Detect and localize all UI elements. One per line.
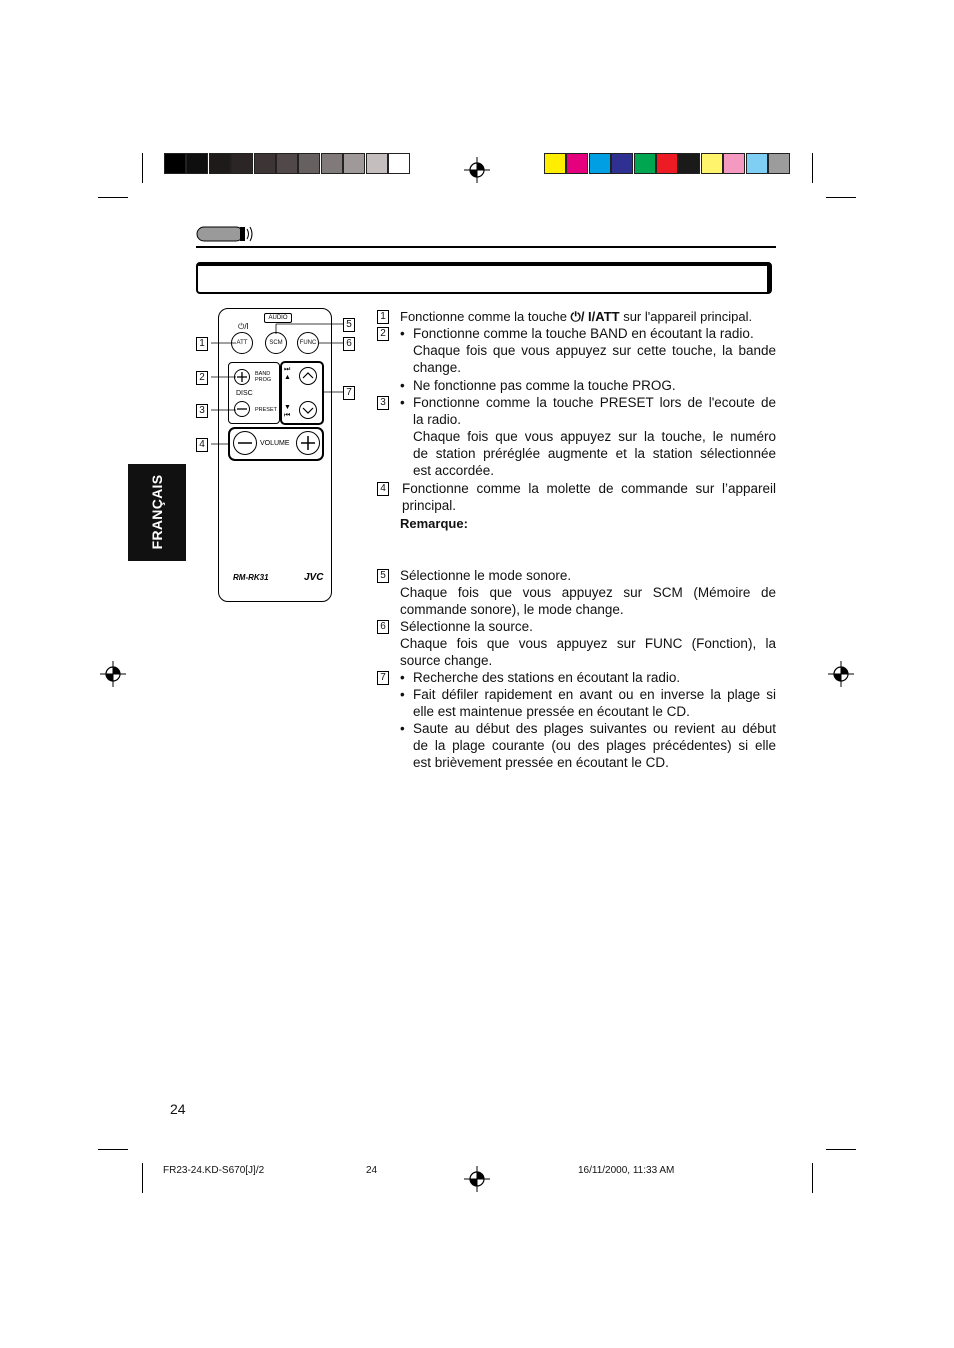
bullet: • — [400, 378, 405, 393]
bullet: • — [400, 721, 405, 736]
item-number: 1 — [377, 310, 389, 324]
page-number: 24 — [170, 1101, 186, 1117]
item-2-line: Chaque fois que vous appuyez sur cette touche, la bande — [413, 343, 776, 358]
callout-marker-1: 1 — [196, 337, 208, 351]
section-title-box — [196, 262, 772, 294]
item-3-line: la radio. — [413, 412, 462, 427]
item-4-line: principal. — [402, 498, 457, 513]
item-number: 6 — [377, 620, 389, 634]
registration-mark-icon — [100, 661, 126, 687]
color-swatch — [388, 153, 410, 174]
item-5-line: commande sonore), le mode change. — [400, 602, 624, 617]
bullet: • — [400, 670, 405, 685]
callout-lines — [200, 310, 360, 460]
footer-datetime: 16/11/2000, 11:33 AM — [578, 1165, 675, 1176]
crop-mark — [812, 153, 813, 183]
jvc-logo: JVC — [304, 572, 324, 583]
color-swatch — [634, 153, 656, 174]
callout-marker-7: 7 — [343, 386, 355, 400]
item-number: 2 — [377, 327, 389, 341]
item-7-line: elle est maintenue pressée en écoutant le CD. — [413, 704, 690, 719]
color-swatch — [231, 153, 253, 174]
item-6-line: Sélectionne la source. — [400, 619, 533, 634]
color-swatch — [678, 153, 700, 174]
callout-marker-2: 2 — [196, 371, 208, 385]
item-5-line: Sélectionne le mode sonore. — [400, 568, 572, 583]
crop-mark — [812, 1163, 813, 1193]
att-button-label: ATT — [236, 340, 248, 346]
color-swatch — [298, 153, 320, 174]
prev-track-label: ▼⏮ — [284, 404, 291, 419]
color-swatch — [768, 153, 790, 174]
footer-filename: FR23-24.KD-S670[J]/2 — [163, 1165, 265, 1176]
item-3-line: Fonctionne comme la touche PRESET lors de l'ecoute de — [413, 395, 776, 410]
item-4-line: Fonctionne comme la molette de commande sur l’appareil — [402, 481, 776, 496]
color-swatch — [209, 153, 231, 174]
color-swatch — [186, 153, 208, 174]
color-swatch — [589, 153, 611, 174]
item-3-line: est accordée. — [413, 463, 495, 478]
item-7-line: est brièvement pressée en écoutant le CD. — [413, 755, 669, 770]
color-swatch — [566, 153, 588, 174]
item-6-line: source change. — [400, 653, 493, 668]
crop-mark — [142, 1163, 143, 1193]
crop-mark — [142, 153, 143, 183]
item-2-line: Fonctionne comme la touche BAND en écoutant la radio. — [413, 326, 754, 341]
color-swatch — [656, 153, 678, 174]
registration-mark-icon — [828, 661, 854, 687]
prog-label: PROG — [255, 377, 272, 383]
disc-label: DISC — [236, 390, 253, 397]
registration-mark-icon — [464, 1166, 490, 1192]
callout-marker-4: 4 — [196, 438, 208, 452]
color-swatch — [276, 153, 298, 174]
item-2-line: change. — [413, 360, 462, 375]
item-number: 5 — [377, 569, 389, 583]
callout-marker-5: 5 — [343, 318, 355, 332]
func-button-label: FUNC — [299, 340, 317, 346]
item-number: 3 — [377, 396, 389, 410]
item-7-line: Saute au début des plages suivantes ou revient au début — [413, 721, 776, 736]
bullet: • — [400, 326, 405, 341]
note-heading: Remarque: — [400, 516, 468, 531]
audio-label: AUDIO — [264, 313, 292, 323]
item-3-line: Chaque fois que vous appuyez sur la touche, le numéro — [413, 429, 776, 444]
header-rule — [196, 246, 776, 248]
color-swatch — [366, 153, 388, 174]
language-tab — [128, 464, 186, 561]
color-swatch — [544, 153, 566, 174]
band-label: BAND — [255, 371, 271, 377]
color-swatch — [254, 153, 276, 174]
model-label: RM-RK31 — [233, 573, 269, 582]
registration-mark-icon — [464, 157, 490, 183]
item-1-text: Fonctionne comme la touche ⏻/ I/ATT sur l'appareil principal. — [400, 309, 753, 324]
crop-mark — [98, 197, 128, 198]
crop-mark — [98, 1149, 128, 1150]
item-7-line: Fait défiler rapidement en avant ou en inverse la plage si — [413, 687, 776, 702]
item-3-line: de station préréglée augmente et la station sélectionnée — [413, 446, 776, 461]
language-label: FRANÇAIS — [149, 474, 165, 550]
color-swatch — [321, 153, 343, 174]
item-6-line: Chaque fois que vous appuyez sur FUNC (Fonction), la — [400, 636, 776, 651]
volume-label: VOLUME — [260, 440, 290, 447]
color-swatch — [746, 153, 768, 174]
color-swatch — [701, 153, 723, 174]
color-swatch — [611, 153, 633, 174]
power-label: ⏻/I — [238, 322, 249, 331]
color-swatch — [164, 153, 186, 174]
crop-mark — [826, 197, 856, 198]
callout-marker-3: 3 — [196, 404, 208, 418]
footer-page: 24 — [366, 1165, 378, 1176]
item-number: 4 — [377, 482, 389, 496]
preset-label: PRESET — [255, 407, 278, 413]
callout-marker-6: 6 — [343, 337, 355, 351]
item-7-line: de la plage courante (ou des plages précédentes) si elle — [413, 738, 776, 753]
bullet: • — [400, 395, 405, 410]
item-2-line: Ne fonctionne pas comme la touche PROG. — [413, 378, 676, 393]
crop-mark — [826, 1149, 856, 1150]
next-track-label: ⏭▲ — [284, 366, 291, 381]
item-5-line: Chaque fois que vous appuyez sur SCM (Mémoire de — [400, 585, 776, 600]
bullet: • — [400, 687, 405, 702]
scm-button-label: SCM — [269, 340, 283, 346]
item-7-line: Recherche des stations en écoutant la radio. — [413, 670, 681, 685]
color-swatch — [343, 153, 365, 174]
color-swatch — [723, 153, 745, 174]
item-number: 7 — [377, 671, 389, 685]
remote-control-icon — [196, 223, 256, 245]
power-att-symbol: ⏻/ I/ATT — [570, 309, 620, 324]
